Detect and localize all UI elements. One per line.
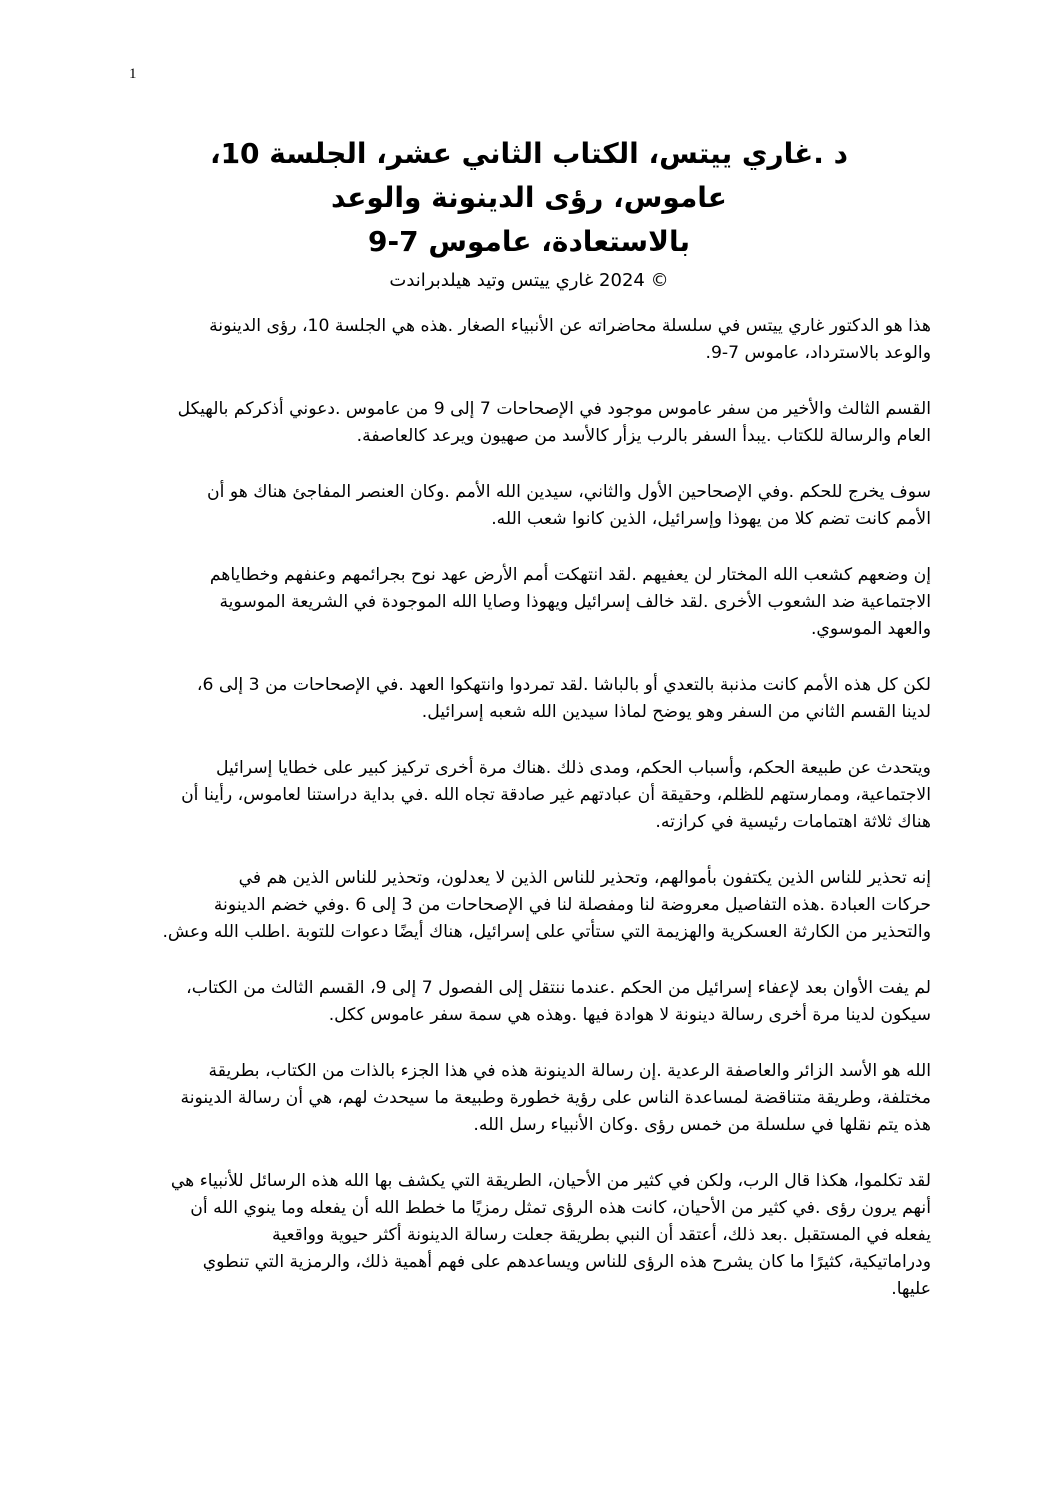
title-line-3: بالاستعادة، عاموس 7-9 <box>368 225 690 258</box>
paragraph: ويتحدث عن طبيعة الحكم، وأسباب الحكم، ومدى ذلك .هناك مرة أخرى تركيز كبير على خطايا إسرائيل الاجتماعية، وممارستهم للظلم، وحقيقة أن عبادتهم غير صادقة تجاه الله .في بداية دراستنا لعاموس، رأينا أن هناك ثلاثة اهتمامات رئيسية في كرازته. <box>181 758 931 832</box>
paragraph: إنه تحذير للناس الذين يكتفون بأموالهم، وتحذير للناس الذين لا يعدلون، وتحذير للناس الذين هم في حركات العبادة .هذه التفاصيل معروضة لنا ومفصلة لنا في الإصحاحات من 3 إلى 6 .وفي خضم الدينونة والتحذير من الكارثة العسكرية والهزيمة التي ستأتي على إسرائيل، هناك أيضًا دعوات للتوبة .اطلب الله وعش. <box>162 868 931 942</box>
paragraph: سوف يخرج للحكم .وفي الإصحاحين الأول والثاني، سيدين الله الأمم .وكان العنصر المفاجئ هناك هو أن الأمم كانت تضم كلا من يهوذا وإسرائيل، الذين كانوا شعب الله. <box>206 482 931 529</box>
paragraph: إن وضعهم كشعب الله المختار لن يعفيهم .لقد انتهكت أمم الأرض عهد نوح بجرائمهم وعنفهم وخطاياهم الاجتماعية ضد الشعوب الأخرى .لقد خالف إسرائيل ويهوذا وصايا الله الموجودة في الشريعة الموسوية والعهد الموسوي. <box>209 565 931 639</box>
document-body <box>131 313 931 1332</box>
paragraph: لكن كل هذه الأمم كانت مذنبة بالتعدي أو بالباشا .لقد تمردوا وانتهكوا العهد .في الإصحاحات من 3 إلى 6، لدينا القسم الثاني من السفر وهو يوضح لماذا سيدين الله شعبه إسرائيل. <box>196 675 931 722</box>
paragraph: لم يفت الأوان بعد لإعفاء إسرائيل من الحكم .عندما ننتقل إلى الفصول 7 إلى 9، القسم الثالث من الكتاب، سيكون لدينا مرة أخرى رسالة دينونة لا هوادة فيها .وهذه هي سمة سفر عاموس ككل. <box>186 978 931 1025</box>
paragraph: القسم الثالث والأخير من سفر عاموس موجود في الإصحاحات 7 إلى 9 من عاموس .دعوني أذكركم بالهيكل العام والرسالة للكتاب .يبدأ السفر بالرب يزأر كالأسد من صهيون ويرعد كالعاصفة. <box>177 399 931 446</box>
document-header <box>200 132 858 296</box>
paragraph: هذا هو الدكتور غاري ييتس في سلسلة محاضراته عن الأنبياء الصغار .هذه هي الجلسة 10، رؤى الدينونة والوعد بالاسترداد، عاموس 7-9. <box>209 316 931 363</box>
paragraph: لقد تكلموا، هكذا قال الرب، ولكن في كثير من الأحيان، الطريقة التي يكشف بها الله هذه الرسائل للأنبياء هي أنهم يرون رؤى .في كثير من الأحيان، كانت هذه الرؤى تمثل رمزيًا ما خطط الله أن يفعله وما ينوي الله أن يفعله في المستقبل .بعد ذلك، أعتقد أن النبي بطريقة جعلت رسالة الدينونة أكثر حيوية وواقعية ودراماتيكية، كثيرًا ما كان يشرح هذه الرؤى للناس ويساعدهم على فهم أهمية ذلك، والرمزية التي تنطوي عليها. <box>170 1171 931 1299</box>
paragraph: الله هو الأسد الزائر والعاصفة الرعدية .إن رسالة الدينونة هذه في هذا الجزء بالذات من الكتاب، بطريقة مختلفة، وطريقة متناقضة لمساعدة الناس على رؤية خطورة وطبيعة ما سيحدث لهم، هي أن رسالة الدينونة هذه يتم نقلها في سلسلة من خمس رؤى .وكان الأنبياء رسل الله. <box>180 1061 931 1135</box>
copyright-line: © 2024 غاري ييتس وتيد هيلدبراندت <box>389 270 669 291</box>
title-line-1: د .غاري ييتس، الكتاب الثاني عشر، الجلسة 10، <box>209 137 849 170</box>
page-number: 1 <box>129 66 137 82</box>
title-line-2: عاموس، رؤى الدينونة والوعد <box>331 181 727 214</box>
